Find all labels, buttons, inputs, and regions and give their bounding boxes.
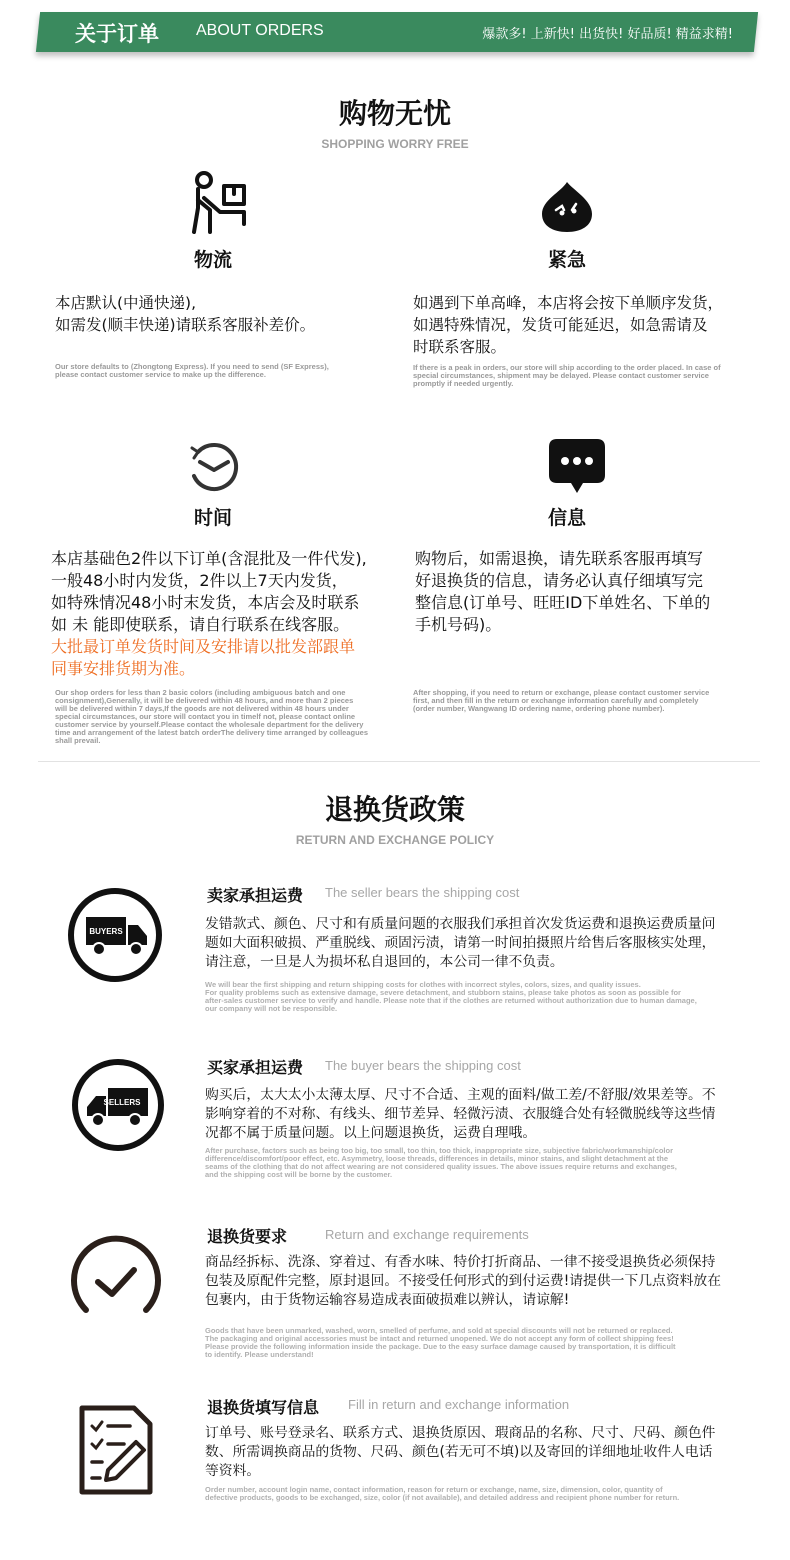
feature-highlight-text: 大批最订单发货时间及安排请以批发部跟单 同事安排货期为准。 [51, 637, 356, 678]
policy-item-title-requirements: 退换货要求 [207, 1227, 288, 1246]
clock-icon [188, 440, 242, 494]
policy-item-fine-buyer: After purchase, factors such as being too big, too small, too thin, too thick, inappropriate size, subjective fabric/workmanship/color difference/discomfort/poor effect, etc. Asymmetry, loose threads, differences in details, minor stains, and slight detachment at the seams of the clothing that do not affect wearing are not considered quality issues. The above issues require returns and exchanges, and the shipping cost will be borne by the customer. [205, 1146, 677, 1179]
urgent-drop-icon [540, 180, 594, 234]
feature-text-time: 本店基础色2件以下订单(含混批及一件代发), 一般48小时内发货，2件以上7天内发货， 如特殊情况48小时末发货，本店会及时联系 如 未 能即使联系，请自行联系在线客服。 [51, 549, 367, 634]
check-circle-icon [68, 1234, 164, 1330]
sellers-truck-icon [70, 1057, 166, 1153]
policy-item-text-fill-info: 订单号、账号登录名、联系方式、退换货原因、瑕商品的名称、尺寸、尺码、颜色件 数、所需调换商品的货物、尺码、颜色(若无可不填)以及寄回的详细地址收件人电话 等资料。 [205, 1425, 716, 1479]
policy-item-en-fill-info: Fill in return and exchange information [348, 1397, 570, 1412]
feature-text-urgent: 如遇到下单高峰，本店将会按下单顺序发货， 如遇特殊情况，发货可能延迟，如急需请及 时联系客服。 [413, 294, 724, 356]
policy-item-en-seller: The seller bears the shipping cost [325, 885, 520, 900]
feature-label-time: 时间 [193, 507, 232, 529]
feature-text-info: 购物后，如需退换，请先联系客服再填写 好退换货的信息，请务必认真仔细填写完 整信息(订单号、旺旺ID下单姓名、下单的 手机号码)。 [415, 549, 711, 634]
sellers-truck-label: SELLERS [103, 1098, 141, 1107]
buyers-truck-icon [66, 886, 164, 984]
section-divider [38, 761, 760, 762]
feature-text-logistics: 本店默认(中通快递), 如需发(顺丰快递)请联系客服补差价。 [55, 294, 316, 334]
policy-item-title-buyer: 买家承担运费 [207, 1058, 304, 1077]
buyers-truck-label: BUYERS [89, 927, 123, 936]
policy-item-title-fill-info: 退换货填写信息 [207, 1398, 320, 1417]
feature-label-urgent: 紧急 [547, 249, 586, 271]
policy-item-en-requirements: Return and exchange requirements [325, 1227, 529, 1242]
banner-slogan: 爆款多! 上新快! 出货快! 好品质! 精益求精! [482, 27, 733, 42]
policy-item-fine-fill-info: Order number, account login name, contact information, reason for return or exchange, name, size, dimension, color, quantity of defective products, goods to be exchanged, size, color (if not available), and detailed address and recipient phone number for return. [205, 1485, 680, 1502]
shopping-title: 购物无忧 [338, 97, 451, 130]
feature-label-logistics: 物流 [193, 249, 232, 271]
feature-label-info: 信息 [547, 507, 586, 529]
shopping-subtitle: SHOPPING WORRY FREE [321, 137, 469, 151]
policy-item-fine-requirements: Goods that have been unmarked, washed, worn, smelled of perfume, and sold at special discounts will not be returned or replaced. The packaging and original accessories must be intact and returned unopened. We do not accept any form of collect shipping fees! Please provide the following information inside the package. Due to the easy surface damage caused by transportation, it is difficult to identify. Please understand! [205, 1326, 676, 1359]
policy-item-en-buyer: The buyer bears the shipping cost [325, 1058, 521, 1073]
policy-item-title-seller: 卖家承担运费 [207, 886, 304, 905]
banner-title-cn: 关于订单 [75, 22, 159, 46]
policy-title: 退换货政策 [324, 793, 465, 826]
feature-fine-logistics: Our store defaults to (Zhongtong Express). If you need to send (SF Express), please contact customer service to make up the difference. [55, 362, 329, 379]
policy-item-text-buyer: 购买后，太大太小太薄太厚、尺寸不合适、主观的面料/做工差/不舒服/效果差等。不 影响穿着的不对称、有线头、细节差异、轻微污渍、衣服缝合处有轻微脱线等这些情 况都不属于质量问题。以上问题退换货，运费自理哦。 [205, 1087, 716, 1141]
form-edit-icon [78, 1404, 154, 1496]
policy-item-fine-seller: We will bear the first shipping and return shipping costs for clothes with incorrect styles, colors, sizes, and quality issues. For quality problems such as extensive damage, severe detachment, and stubborn stains, please take photos as soon as possible for after-sales customer service to verify and handle. Please note that if the clothes are returned without authorization due to human damage, our company will not be responsible. [205, 980, 697, 1013]
feature-fine-urgent: If there is a peak in orders, our store will ship according to the order placed. In case of special circumstances, shipment may be delayed. Please contact customer service promptly if needed urgently. [413, 363, 721, 388]
policy-item-text-seller: 发错款式、颜色、尺寸和有质量问题的衣服我们承担首次发货运费和退换运费质量问 题如大面积破损、严重脱线、顽固污渍，请第一时间拍摄照片给售后客服核实处理， 请注意，一旦是人为损坏私自退回的，本公司一律不负责。 [205, 916, 716, 970]
delivery-person-icon [190, 170, 254, 236]
feature-fine-time: Our shop orders for less than 2 basic colors (including ambiguous batch and one consignment),Generally, it will be delivered within 48 hours, and more than 2 pieces will be delivered within 7 days,If the goods are not delivered within 48 hours under special circumstances, our store will contact you in timelf not, please contact online customer service by yourself.Please contact the wholesale department for the delivery time and arrangement of the latest batch orderThe delivery time arranged by colleagues shall prevail. [55, 688, 369, 745]
policy-subtitle: RETURN AND EXCHANGE POLICY [295, 833, 495, 847]
feature-highlight-time [51, 636, 355, 680]
policy-item-text-requirements: 商品经拆标、洗涤、穿着过、有香水味、特价打折商品、一律不接受退换货必须保持 包装及原配件完整，原封退回。不接受任何形式的到付运费!请提供一下几点资料放在 包裹内，由于货物运输容易造成表面破损难以辨认，请谅解! [205, 1254, 722, 1308]
banner-title-en: ABOUT ORDERS [196, 22, 324, 39]
message-bubble-icon [547, 437, 607, 495]
feature-fine-info: After shopping, if you need to return or exchange, please contact customer service first, and then fill in the return or exchange information carefully and completely (order number, Wangwang ID ordering name, ordering phone number). [413, 688, 710, 713]
